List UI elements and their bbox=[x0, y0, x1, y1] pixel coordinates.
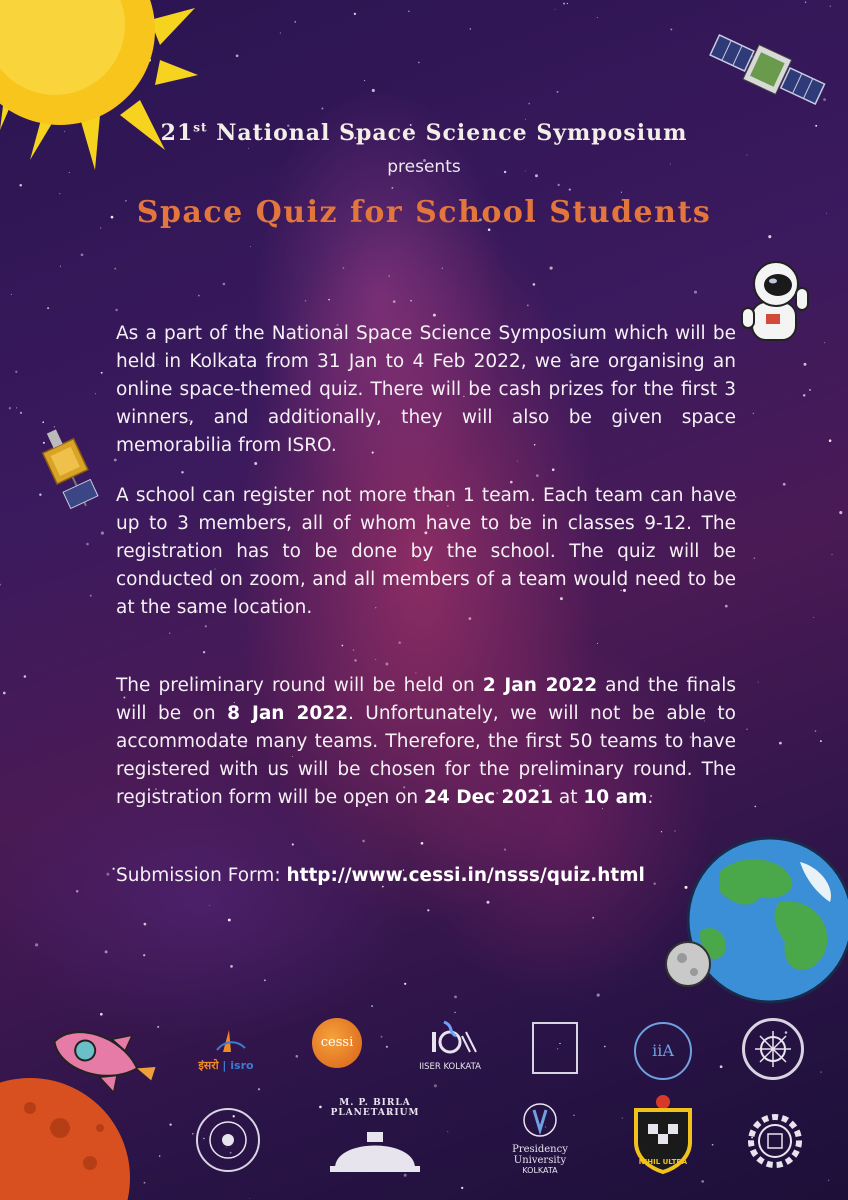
star bbox=[410, 300, 412, 302]
star bbox=[832, 554, 833, 555]
cessi-text: cessi bbox=[320, 1035, 354, 1050]
star bbox=[470, 28, 472, 30]
star bbox=[198, 295, 200, 297]
star bbox=[567, 3, 568, 4]
star bbox=[404, 983, 406, 985]
intro-paragraph: As a part of the National Space Science Symposium which will be held in Kolkata from 31 Jan to 4 Feb 2022, we are organising an online space-themed quiz. There will be cash prizes for the first 3 winners, and additionally, they will also be given space memorabilia from ISRO. bbox=[116, 323, 736, 456]
star bbox=[805, 1, 807, 3]
star bbox=[447, 1131, 448, 1132]
star bbox=[250, 246, 251, 247]
submission-label: Submission Form: bbox=[116, 865, 287, 886]
symposium-name: National Space Science Symposium bbox=[216, 120, 688, 146]
star bbox=[248, 148, 249, 149]
star bbox=[101, 372, 103, 374]
iia-text: iiA bbox=[652, 1041, 674, 1060]
symposium-heading bbox=[0, 120, 848, 146]
mp-birla-planetarium-logo bbox=[305, 1098, 445, 1178]
star bbox=[362, 840, 365, 843]
star bbox=[101, 532, 104, 535]
star bbox=[754, 557, 756, 559]
star bbox=[249, 1198, 250, 1199]
star bbox=[81, 253, 84, 256]
star bbox=[203, 651, 205, 653]
star bbox=[230, 965, 233, 968]
star bbox=[815, 730, 817, 732]
star bbox=[720, 1065, 723, 1068]
star bbox=[386, 1046, 388, 1048]
star bbox=[24, 675, 27, 678]
presidency-university-logo bbox=[492, 1100, 588, 1175]
wheel-emblem-logo bbox=[742, 1018, 804, 1080]
star bbox=[11, 294, 12, 295]
star bbox=[552, 468, 555, 471]
star bbox=[20, 412, 22, 414]
star bbox=[533, 283, 536, 286]
star bbox=[159, 1155, 160, 1156]
star bbox=[192, 1133, 194, 1135]
schedule-text-3: . Unfortunately, we will not be able to accommodate many teams. Therefore, the first 50 teams to have registered with us will be chosen for the preliminary round. The registration form will be open on bbox=[116, 703, 736, 808]
star bbox=[536, 474, 539, 477]
star bbox=[828, 1180, 829, 1181]
cessi-logo bbox=[312, 1018, 362, 1068]
isro-text: isro bbox=[230, 1059, 254, 1072]
star bbox=[86, 543, 89, 546]
star bbox=[321, 107, 323, 109]
star bbox=[820, 1071, 821, 1072]
star bbox=[296, 1055, 299, 1058]
star bbox=[342, 645, 344, 647]
university-of-calcutta-logo bbox=[196, 1108, 260, 1172]
star bbox=[3, 692, 6, 695]
registration-date: 24 Dec 2021 bbox=[424, 787, 554, 808]
isro-emblem-icon bbox=[195, 1028, 257, 1054]
wheel-icon bbox=[745, 1021, 801, 1077]
star bbox=[803, 394, 805, 396]
symposium-suffix: st bbox=[193, 120, 208, 135]
registration-time: 10 am bbox=[583, 787, 648, 808]
submission-link[interactable]: http://www.cessi.in/nsss/quiz.html bbox=[286, 865, 645, 886]
schedule-paragraph bbox=[116, 672, 736, 812]
rules-paragraph: A school can register not more than 1 team. Each team can have up to 3 members, all of whom have to be in classes 9-12. The registration has to be done by the school. The quiz will be conducted on zoom, and all members of a team would need to be at the same location. bbox=[116, 485, 736, 618]
star bbox=[804, 363, 807, 366]
star bbox=[258, 1088, 260, 1090]
schedule-text-4: at bbox=[553, 787, 584, 808]
star bbox=[354, 659, 356, 661]
star bbox=[839, 511, 842, 514]
star bbox=[824, 342, 825, 343]
star bbox=[169, 1123, 171, 1125]
star bbox=[343, 267, 345, 269]
star bbox=[809, 389, 811, 391]
earth-illustration bbox=[660, 832, 848, 1007]
star bbox=[557, 184, 559, 186]
star bbox=[555, 9, 556, 10]
star bbox=[746, 155, 747, 156]
university-seal-icon bbox=[198, 1110, 258, 1170]
star bbox=[768, 235, 771, 238]
sn-bose-centre-logo bbox=[532, 1022, 578, 1074]
star bbox=[95, 393, 96, 394]
star bbox=[557, 91, 559, 93]
star bbox=[418, 62, 419, 63]
star bbox=[144, 923, 147, 926]
star bbox=[236, 54, 239, 57]
star bbox=[391, 187, 393, 189]
star bbox=[622, 1118, 623, 1119]
star bbox=[563, 3, 565, 5]
mp-birla-text: M. P. BIRLA PLANETARIUM bbox=[330, 1098, 420, 1118]
mars-illustration bbox=[0, 1068, 130, 1200]
star bbox=[830, 6, 831, 7]
star bbox=[433, 314, 436, 317]
star bbox=[254, 462, 257, 465]
symposium-number: 21 bbox=[160, 120, 194, 146]
planetarium-dome-icon bbox=[305, 1118, 445, 1178]
star bbox=[398, 641, 400, 643]
gold-satellite-illustration bbox=[22, 418, 112, 513]
star bbox=[15, 371, 17, 373]
star bbox=[264, 979, 266, 981]
star bbox=[813, 617, 814, 618]
satellite-illustration bbox=[704, 20, 829, 120]
star bbox=[19, 184, 22, 187]
star bbox=[550, 267, 553, 270]
star bbox=[16, 407, 17, 408]
nihil-ultra-logo bbox=[628, 1092, 698, 1176]
star bbox=[90, 595, 92, 597]
star bbox=[621, 192, 622, 193]
star bbox=[354, 13, 356, 15]
star bbox=[517, 461, 518, 462]
star bbox=[353, 649, 354, 650]
star bbox=[144, 1182, 146, 1184]
star bbox=[381, 1036, 383, 1038]
star bbox=[372, 89, 375, 92]
star bbox=[604, 1046, 606, 1048]
sun-illustration bbox=[0, 0, 200, 175]
presidency-city-text: KOLKATA bbox=[522, 1166, 558, 1175]
astronaut-illustration bbox=[738, 258, 816, 350]
isro-logo: इसरो | isro bbox=[195, 1028, 257, 1070]
star bbox=[569, 189, 571, 191]
schedule-text-2: and the finals will be on bbox=[116, 675, 736, 724]
star bbox=[114, 268, 116, 270]
star bbox=[35, 943, 38, 946]
star bbox=[9, 407, 11, 409]
star bbox=[461, 1187, 463, 1189]
schedule-text-1: The preliminary round will be held on bbox=[116, 675, 483, 696]
star bbox=[597, 17, 598, 18]
star bbox=[408, 11, 409, 12]
star bbox=[434, 1084, 437, 1087]
star bbox=[442, 268, 443, 269]
star bbox=[112, 868, 114, 870]
isro-hindi-text: इसरो bbox=[198, 1059, 219, 1072]
star bbox=[115, 309, 117, 311]
star bbox=[393, 300, 396, 303]
star bbox=[712, 1144, 714, 1146]
star bbox=[746, 729, 747, 730]
star bbox=[181, 471, 183, 473]
presidency-emblem-icon bbox=[492, 1100, 588, 1140]
star bbox=[76, 890, 79, 893]
star bbox=[106, 873, 109, 876]
submission-line bbox=[116, 862, 736, 890]
schedule-text-5: . bbox=[647, 787, 654, 808]
finals-date: 8 Jan 2022 bbox=[227, 703, 348, 724]
star bbox=[292, 843, 294, 845]
star bbox=[504, 848, 506, 850]
iia-logo bbox=[634, 1022, 692, 1080]
presidency-text: Presidency University bbox=[512, 1144, 568, 1166]
poster-title: Space Quiz for School Students bbox=[136, 195, 712, 230]
iiser-text: IISER KOLKATA bbox=[419, 1062, 481, 1072]
gear-icon bbox=[742, 1108, 808, 1174]
star bbox=[783, 483, 786, 486]
star bbox=[389, 275, 390, 276]
star bbox=[280, 33, 281, 34]
star bbox=[753, 413, 754, 414]
preliminary-date: 2 Jan 2022 bbox=[482, 675, 598, 696]
star bbox=[694, 291, 697, 294]
star bbox=[205, 625, 207, 627]
star bbox=[527, 304, 529, 306]
star bbox=[0, 584, 1, 586]
star bbox=[385, 663, 388, 666]
star bbox=[701, 1180, 704, 1183]
star bbox=[47, 307, 49, 309]
star bbox=[597, 994, 600, 997]
star bbox=[427, 909, 429, 911]
star bbox=[487, 901, 490, 904]
star bbox=[454, 1012, 455, 1013]
star bbox=[597, 643, 598, 644]
iiser-logo bbox=[418, 1018, 482, 1074]
star bbox=[228, 919, 231, 922]
star bbox=[670, 28, 672, 30]
star bbox=[100, 1013, 103, 1016]
star bbox=[592, 917, 594, 919]
star bbox=[528, 103, 530, 105]
star bbox=[209, 905, 210, 906]
star bbox=[169, 632, 171, 634]
nihil-ultra-text: NIHIL ULTRA bbox=[638, 1158, 688, 1166]
star bbox=[779, 742, 782, 745]
star bbox=[758, 682, 759, 683]
gear-emblem-logo bbox=[742, 1108, 808, 1174]
star bbox=[305, 300, 306, 301]
star bbox=[328, 299, 330, 301]
star bbox=[454, 995, 457, 998]
star bbox=[421, 842, 424, 845]
star bbox=[143, 954, 145, 956]
star bbox=[829, 439, 832, 442]
star bbox=[223, 283, 226, 286]
star bbox=[754, 806, 756, 808]
star bbox=[60, 266, 61, 267]
iiser-emblem-icon bbox=[418, 1018, 482, 1058]
star bbox=[294, 21, 295, 22]
star bbox=[364, 80, 365, 81]
star bbox=[375, 659, 376, 660]
star bbox=[371, 1005, 373, 1007]
star bbox=[105, 950, 108, 953]
star bbox=[820, 740, 822, 742]
presents-text: presents bbox=[387, 157, 461, 177]
